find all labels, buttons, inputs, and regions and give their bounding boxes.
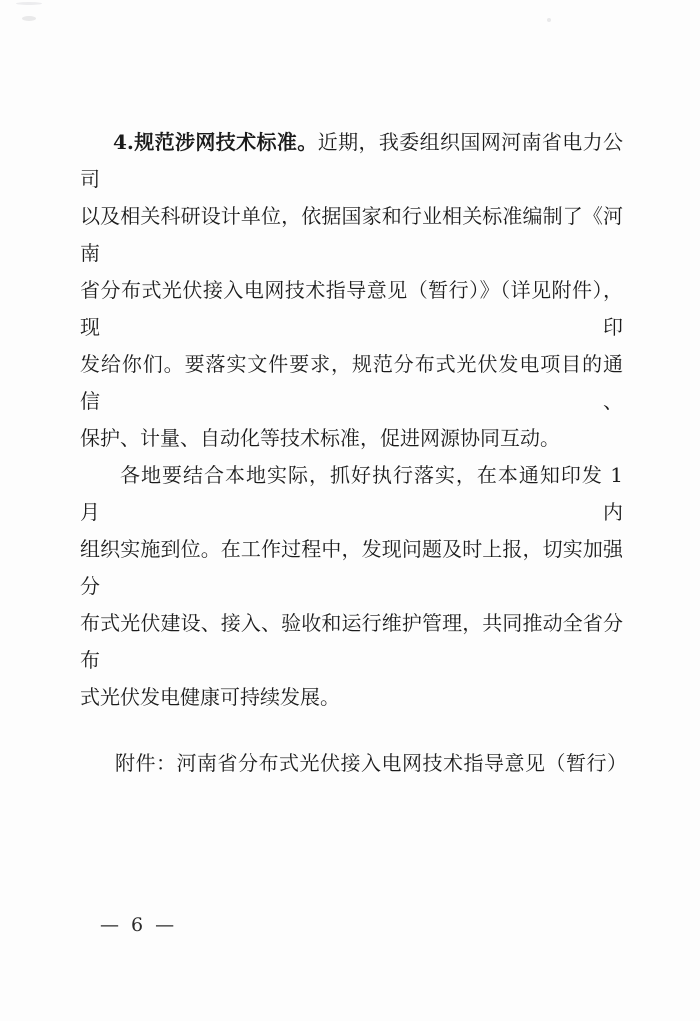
document-body (80, 124, 628, 782)
paragraph-2-line-2: 组织实施到位。在工作过程中，发现问题及时上报，切实加强分 (80, 537, 623, 598)
scan-artifact (16, 2, 42, 5)
paragraph-1-line-4: 发给你们。要落实文件要求，规范分布式光伏发电项目的通信、 (80, 352, 623, 413)
paragraph-2-line-4: 式光伏发电健康可持续发展。 (80, 685, 340, 709)
section-heading-bold: 4.规范涉网技术标准。 (113, 130, 318, 154)
scan-artifact (547, 18, 551, 22)
paragraph-1-line-1 (80, 124, 623, 198)
paragraph-2-line-1: 各地要结合本地实际，抓好执行落实，在本通知印发 1 月内 (80, 463, 623, 524)
paragraph-implementation (80, 457, 623, 716)
paragraph-1-line-1-text: 近期，我委组织国网河南省电力公司 (80, 130, 624, 191)
paragraph-2-line-3: 布式光伏建设、接入、验收和运行维护管理，共同推动全省分布 (80, 611, 623, 672)
scan-artifact (22, 16, 36, 21)
page-number: — 6 — (100, 914, 178, 936)
paragraph-technical-standards (80, 124, 623, 457)
paragraph-1-line-2: 以及相关科研设计单位，依据国家和行业相关标准编制了《河南 (80, 204, 623, 265)
paragraph-1-line-3: 省分布式光伏接入电网技术指导意见（暂行）》（详见附件），现印 (80, 278, 623, 339)
attachment-line: 附件：河南省分布式光伏接入电网技术指导意见（暂行） (115, 751, 628, 775)
paragraph-1-line-5: 保护、计量、自动化等技术标准，促进网源协同互动。 (80, 426, 560, 450)
